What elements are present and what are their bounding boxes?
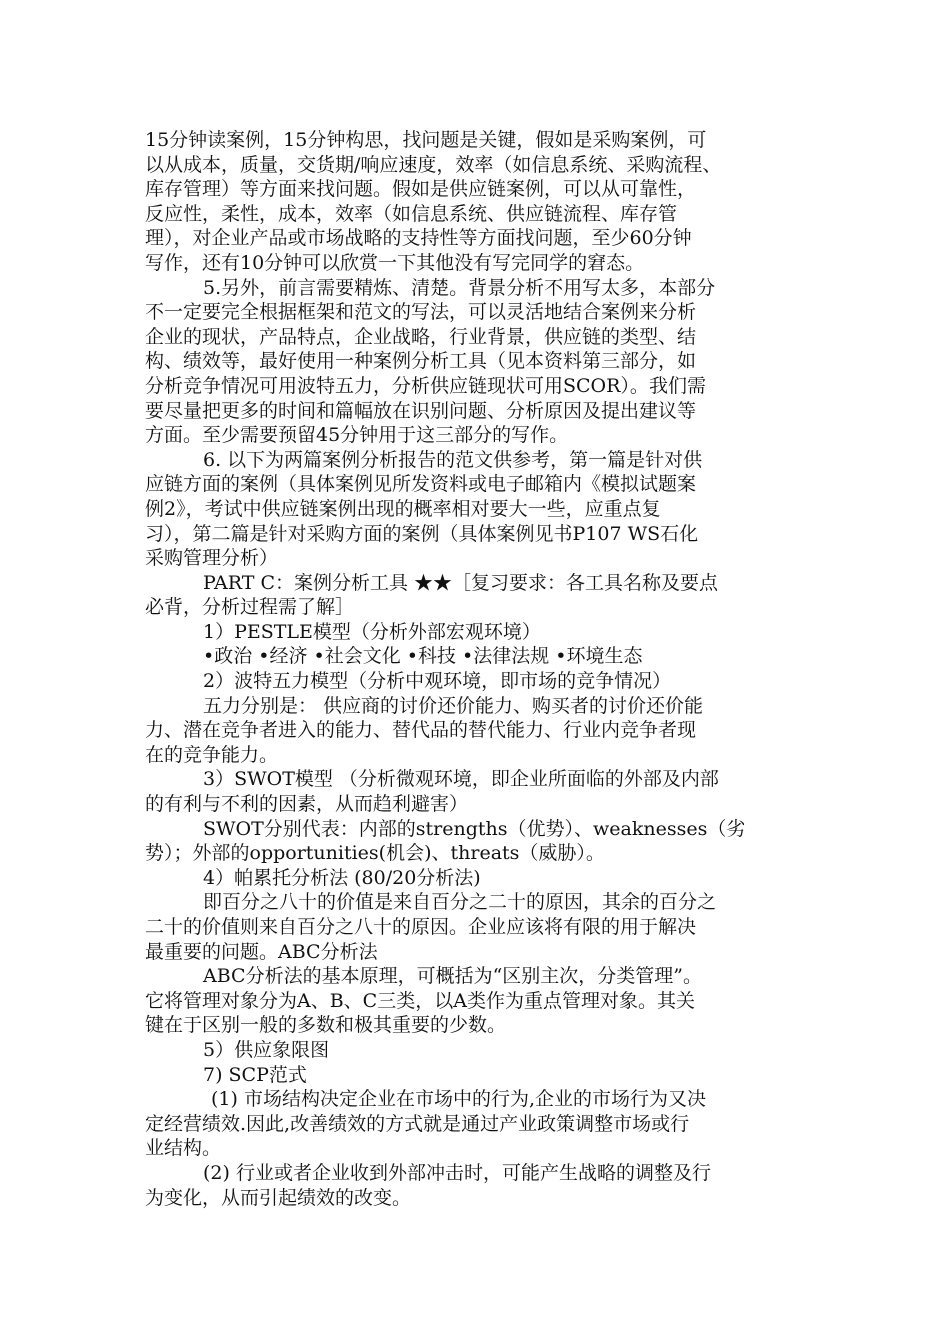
- text-line: 6. 以下为两篇案例分析报告的范文供参考，第一篇是针对供: [203, 448, 703, 471]
- text-line: 方面。至少需要预留45分钟用于这三部分的写作。: [145, 424, 569, 447]
- text-line: 的有利与不利的因素，从而趋利避害）: [145, 793, 469, 816]
- text-line: 即百分之八十的价值是来自百分之二十的原因，其余的百分之: [203, 891, 717, 914]
- text-line: 2）波特五力模型（分析中观环境，即市场的竞争情况）: [203, 670, 672, 693]
- text-line: 键在于区别一般的多数和极其重要的少数。: [145, 1014, 507, 1037]
- text-line: 业结构。: [145, 1137, 222, 1160]
- text-line: •政治 •经济 •社会文化 •科技 •法律法规 •环境生态: [203, 645, 643, 668]
- text-line: (2) 行业或者企业收到外部冲击时，可能产生战略的调整及行: [203, 1161, 711, 1184]
- text-line: 要尽量把更多的时间和篇幅放在识别问题、分析原因及提出建议等: [145, 399, 697, 422]
- text-line: 写作，还有10分钟可以欣赏一下其他没有写完同学的窘态。: [145, 251, 645, 274]
- text-line: 以从成本，质量，交货期/响应速度，效率（如信息系统、采购流程、: [145, 153, 722, 176]
- text-line: 1）PESTLE模型（分析外部宏观环境）: [203, 620, 541, 643]
- document-body: [145, 128, 815, 1210]
- text-line: 库存管理）等方面来找问题。假如是供应链案例，可以从可靠性，: [145, 178, 697, 201]
- text-line: 势）；外部的opportunities(机会)、threats（威胁）。: [145, 842, 605, 865]
- text-line: 采购管理分析）: [145, 547, 279, 570]
- text-line: 必背，分析过程需了解］: [145, 596, 355, 619]
- text-line: 例2》，考试中供应链案例出现的概率相对要大一些，应重点复: [145, 497, 661, 520]
- text-line: 5.另外，前言需要精炼、清楚。背景分析不用写太多，本部分: [203, 276, 716, 299]
- text-line: 定经营绩效.因此,改善绩效的方式就是通过产业政策调整市场或行: [145, 1112, 690, 1135]
- text-line: 企业的现状，产品特点，企业战略，行业背景，供应链的类型、结: [145, 325, 697, 348]
- text-line: ABC分析法的基本原理，可概括为“区别主次，分类管理”。: [203, 965, 703, 988]
- text-line: 最重要的问题。ABC分析法: [145, 940, 378, 963]
- text-line: 5）供应象限图: [203, 1038, 330, 1061]
- text-line: (1) 市场结构决定企业在市场中的行为,企业的市场行为又决: [211, 1088, 706, 1111]
- text-line: 7) SCP范式: [203, 1063, 307, 1086]
- text-line: 3）SWOT模型 （分析微观环境，即企业所面临的外部及内部: [203, 768, 719, 791]
- text-line: 它将管理对象分为A、B、C三类，以A类作为重点管理对象。其关: [145, 989, 695, 1012]
- text-line: 分析竞争情况可用波特五力，分析供应链现状可用SCOR）。我们需: [145, 374, 706, 397]
- text-line: 五力分别是： 供应商的讨价还价能力、购买者的讨价还价能: [203, 694, 704, 717]
- text-line: SWOT分别代表：内部的strengths（优势）、weaknesses（劣: [203, 817, 746, 840]
- text-line: 在的竞争能力。: [145, 743, 279, 766]
- text-line: 构、绩效等，最好使用一种案例分析工具（见本资料第三部分，如: [145, 350, 697, 373]
- text-line: 15分钟读案例，15分钟构思，找问题是关键，假如是采购案例，可: [145, 129, 707, 151]
- text-line: 力、潜在竞争者进入的能力、替代品的替代能力、行业内竞争者现: [145, 719, 697, 742]
- text-line: 为变化，从而引起绩效的改变。: [145, 1186, 412, 1209]
- text-line: 习），第二篇是针对采购方面的案例（具体案例见书P107 WS石化: [145, 522, 699, 545]
- text-line: 理），对企业产品或市场战略的支持性等方面找问题，至少60分钟: [145, 227, 692, 250]
- text-line: 二十的价值则来自百分之八十的原因。企业应该将有限的用于解决: [145, 916, 697, 938]
- text-line: 4）帕累托分析法 (80/20分析法): [203, 866, 481, 889]
- text-line: PART C：案例分析工具 ★★［复习要求：各工具名称及要点: [203, 571, 719, 594]
- text-line: 应链方面的案例（具体案例见所发资料或电子邮箱内《模拟试题案: [145, 473, 697, 496]
- text-line: 反应性，柔性，成本，效率（如信息系统、供应链流程、库存管: [145, 202, 678, 225]
- text-line: 不一定要完全根据框架和范文的写法，可以灵活地结合案例来分析: [145, 301, 697, 324]
